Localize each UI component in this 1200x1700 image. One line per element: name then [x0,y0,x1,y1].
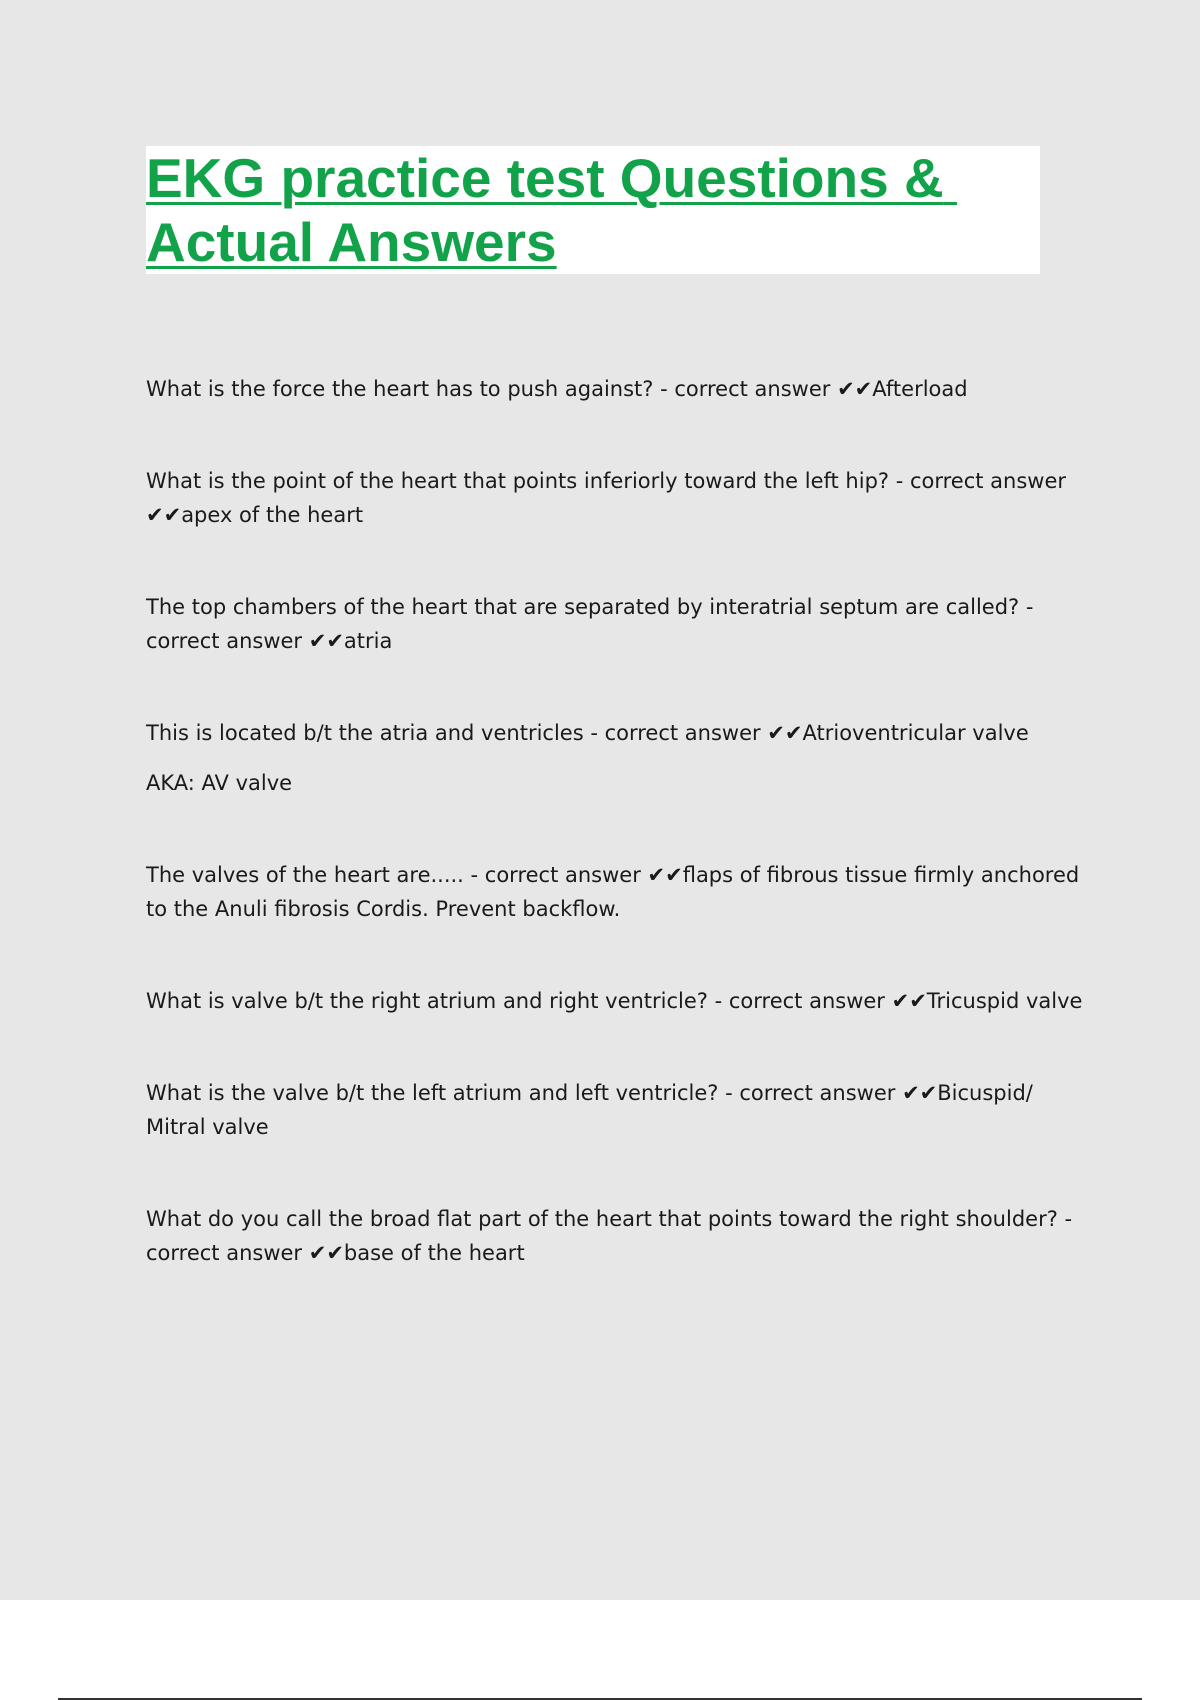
qa-item-4 [146,716,1096,800]
qa-text: What is the force the heart has to push against? - correct answer ✔✔Afterload [146,377,968,401]
qa-text: The top chambers of the heart that are separated by interatrial septum are called? - correct answer ✔✔atria [146,595,1034,653]
qa-item-1 [146,372,1096,406]
document-title: EKG practice test Questions & Actual Answers [146,147,957,273]
qa-item-6 [146,984,1096,1018]
qa-text: What do you call the broad flat part of the heart that points toward the right shoulder? - correct answer ✔✔base of the heart [146,1207,1073,1265]
qa-item-8 [146,1202,1096,1270]
qa-item-7 [146,1076,1096,1144]
qa-item-5 [146,858,1096,926]
qa-list [146,372,1096,1270]
qa-text: This is located b/t the atria and ventricles - correct answer ✔✔Atrioventricular valve [146,721,1029,745]
qa-note: AKA: AV valve [146,771,293,795]
qa-text: What is valve b/t the right atrium and right ventricle? - correct answer ✔✔Tricuspid valve [146,989,1083,1013]
title-box [146,146,1040,274]
qa-text: What is the point of the heart that points inferiorly toward the left hip? - correct answer ✔✔apex of the heart [146,469,1067,527]
qa-text: What is the valve b/t the left atrium and left ventricle? - correct answer ✔✔Bicuspid/ Mitral valve [146,1081,1033,1139]
qa-item-3 [146,590,1096,658]
qa-text: The valves of the heart are..... - correct answer ✔✔flaps of fibrous tissue firmly anchored to the Anuli fibrosis Cordis. Prevent backflow. [146,863,1080,921]
qa-item-2 [146,464,1096,532]
